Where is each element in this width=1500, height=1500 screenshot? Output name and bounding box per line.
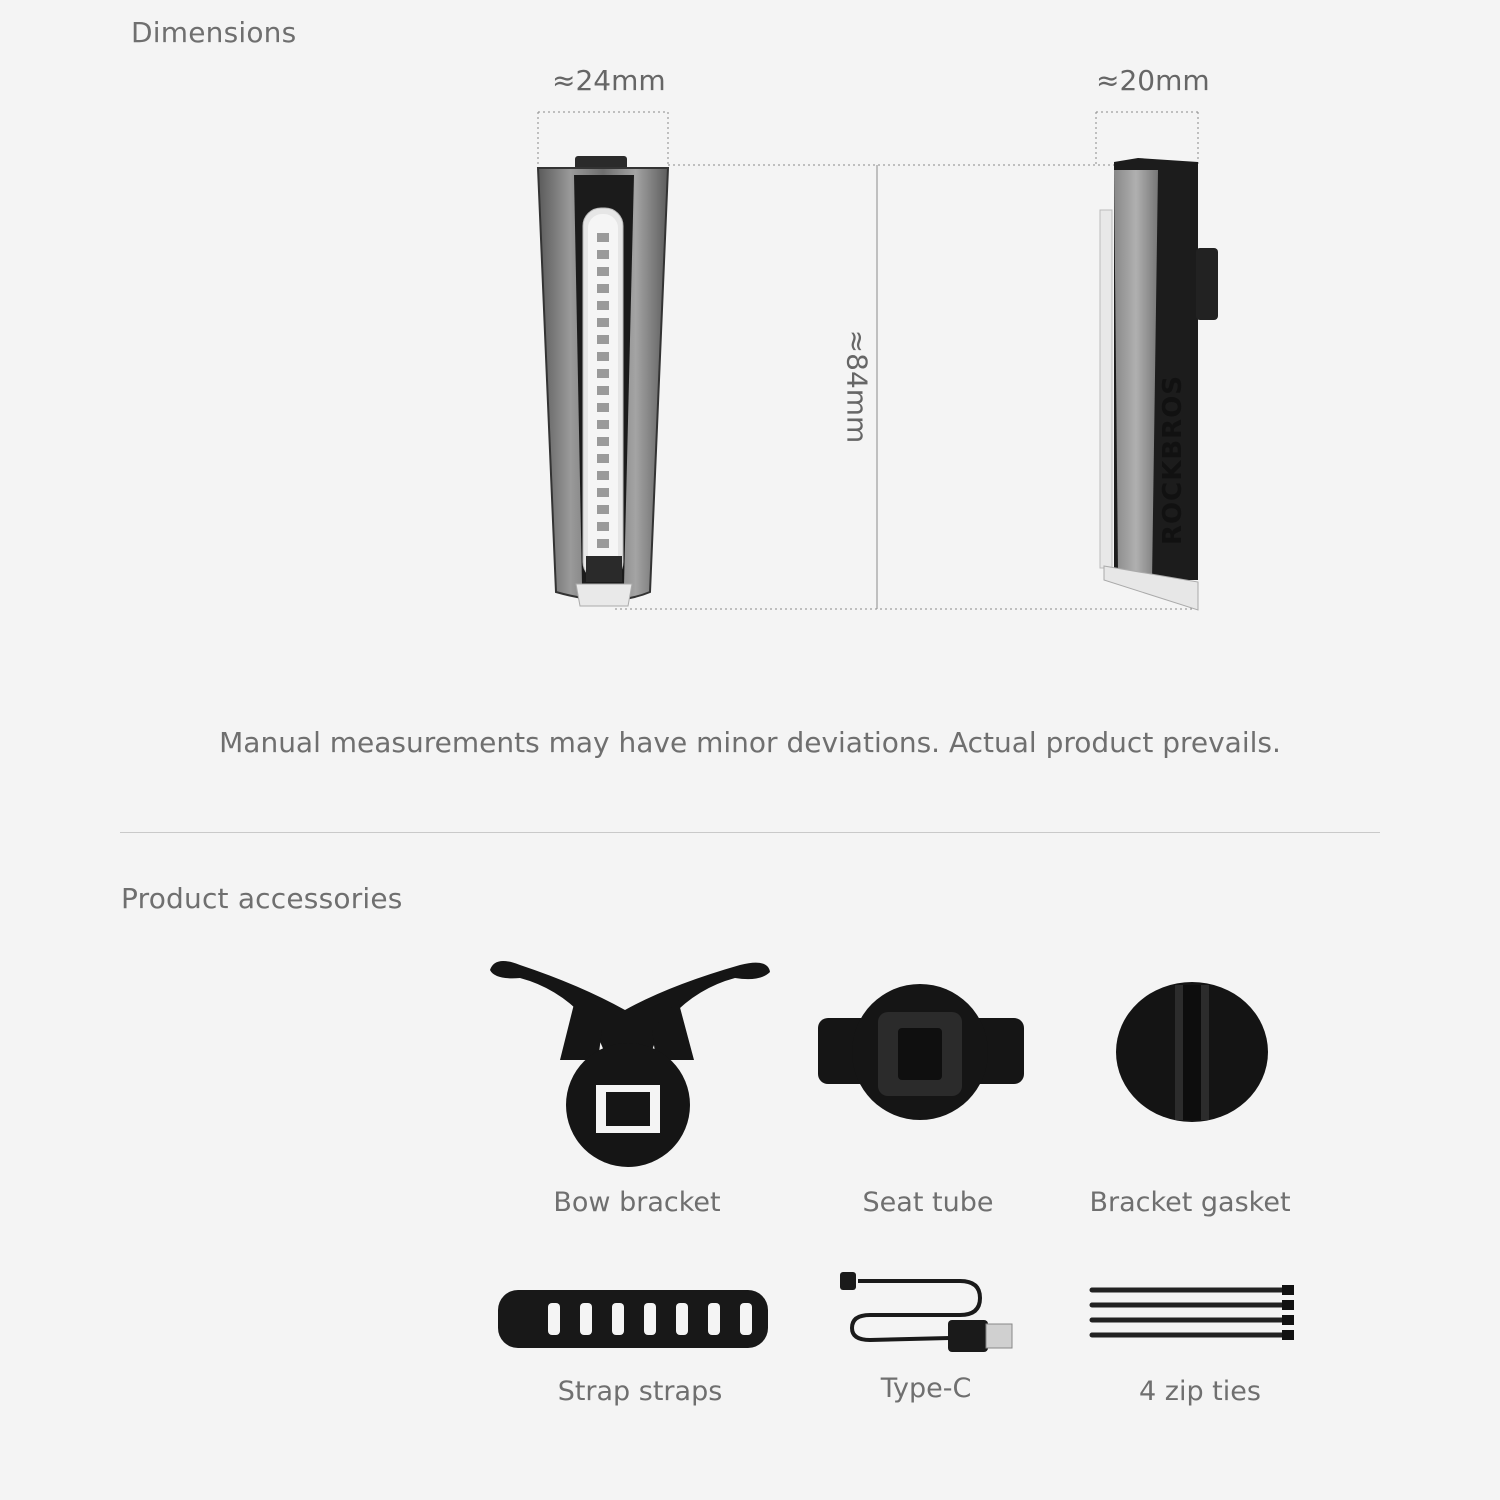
type-c-cable-image (840, 1272, 1012, 1352)
accessory-label-bow-bracket: Bow bracket (553, 1187, 721, 1218)
zip-ties-image (1092, 1290, 1290, 1335)
dimensions-title: Dimensions (131, 16, 297, 49)
measurement-note: Manual measurements may have minor deviations. Actual product prevails. (219, 726, 1281, 759)
accessory-label-type-c: Type-C (880, 1373, 972, 1404)
strap-image (498, 1290, 768, 1348)
bracket-gasket-image (1116, 982, 1268, 1122)
section-divider (120, 832, 1380, 833)
height-label: ≈84mm (840, 329, 874, 444)
bow-bracket-image (490, 961, 770, 1167)
seat-tube-image (818, 984, 1024, 1120)
light-front-view (538, 156, 668, 606)
zip-tie-heads (1282, 1285, 1294, 1340)
width-front-label: ≈24mm (552, 64, 666, 97)
accessory-label-bracket-gasket: Bracket gasket (1089, 1187, 1291, 1218)
accessory-label-seat-tube: Seat tube (862, 1187, 994, 1218)
width-side-label: ≈20mm (1096, 64, 1210, 97)
brand-logo: ROCKBROS (1158, 374, 1188, 545)
accessory-label-zip-ties: 4 zip ties (1139, 1376, 1261, 1407)
accessory-label-strap-straps: Strap straps (557, 1376, 723, 1407)
light-side-view (1100, 158, 1218, 610)
accessories-title: Product accessories (121, 882, 403, 915)
